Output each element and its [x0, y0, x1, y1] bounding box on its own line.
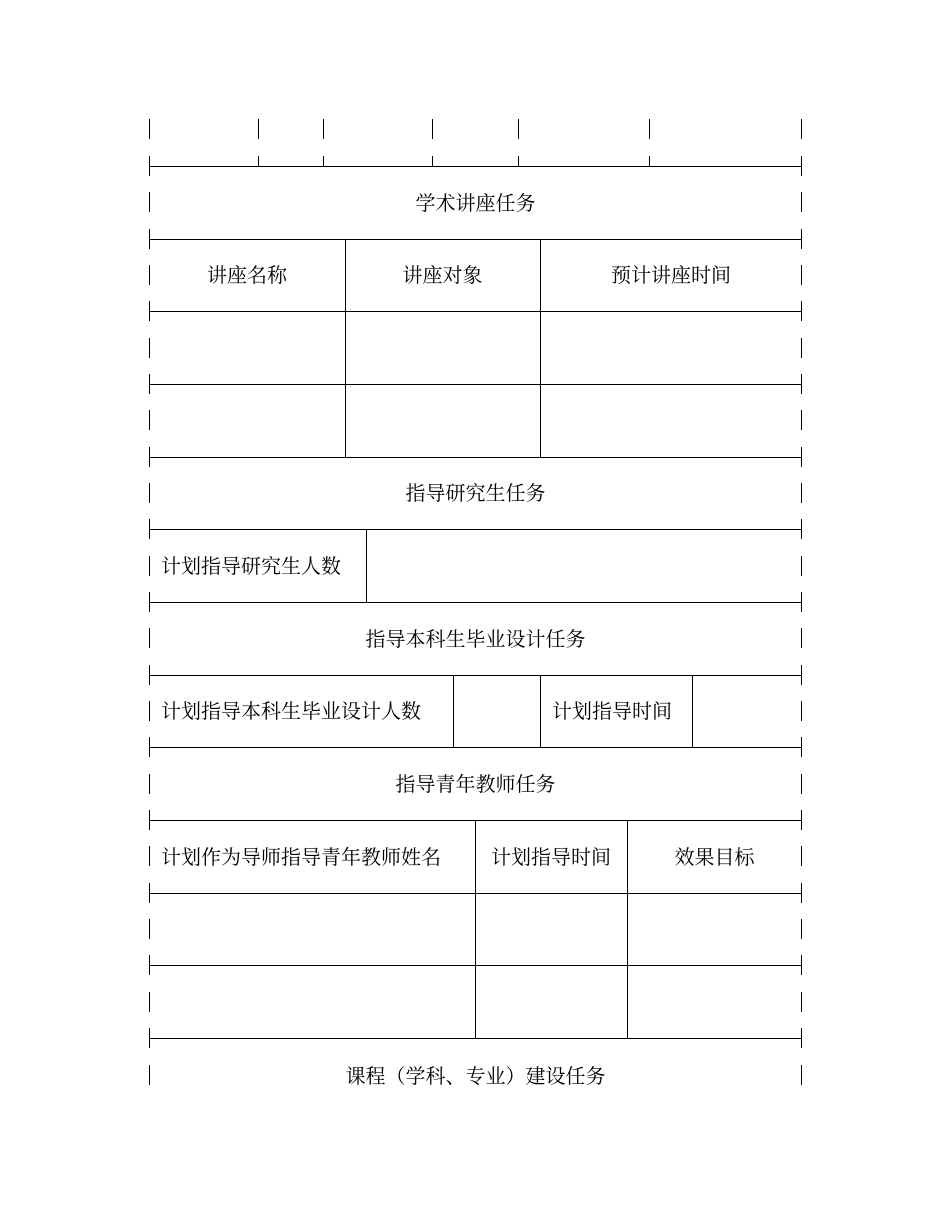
border-left	[149, 119, 150, 139]
col-divider	[432, 156, 433, 166]
lecture-header-name: 讲座名称	[207, 263, 287, 287]
undergrad-time-field[interactable]	[692, 675, 802, 747]
undergrad-count-field[interactable]	[453, 675, 540, 747]
graduate-section-title: 指导研究生任务	[405, 481, 546, 505]
lecture-cell[interactable]	[345, 384, 540, 457]
undergrad-count-label: 计划指导本科生毕业设计人数	[161, 699, 421, 723]
young-teacher-cell[interactable]	[475, 965, 627, 1038]
col-divider	[649, 156, 650, 166]
course-section-title: 课程（学科、专业）建设任务	[345, 1064, 606, 1088]
young-teacher-cell[interactable]	[627, 965, 802, 1038]
young-teacher-header-time: 计划指导时间	[491, 844, 611, 869]
lecture-cell[interactable]	[540, 311, 802, 384]
row-divider	[149, 1038, 802, 1039]
graduate-count-label: 计划指导研究生人数	[161, 553, 341, 578]
young-teacher-header-name: 计划作为导师指导青年教师姓名	[161, 844, 441, 869]
young-teacher-cell[interactable]	[149, 965, 475, 1038]
col-divider	[649, 119, 650, 139]
lecture-header-time: 预计讲座时间	[611, 263, 731, 287]
young-teacher-cell[interactable]	[627, 893, 802, 965]
lecture-cell[interactable]	[149, 384, 345, 457]
lecture-cell[interactable]	[149, 311, 345, 384]
graduate-count-field[interactable]	[366, 529, 802, 602]
lecture-header-audience: 讲座对象	[402, 263, 483, 287]
col-divider	[258, 156, 259, 166]
col-divider	[323, 119, 324, 139]
undergrad-section-title: 指导本科生毕业设计任务	[365, 626, 586, 651]
col-divider	[323, 156, 324, 166]
young-teacher-section-title: 指导青年教师任务	[395, 771, 556, 796]
lecture-section-title: 学术讲座任务	[415, 190, 536, 215]
undergrad-time-label: 计划指导时间	[552, 699, 672, 723]
young-teacher-header-goal: 效果目标	[674, 844, 755, 869]
col-divider	[432, 119, 433, 139]
lecture-cell[interactable]	[345, 311, 540, 384]
col-divider	[258, 119, 259, 139]
col-divider	[518, 156, 519, 166]
border-right	[801, 119, 802, 139]
lecture-cell[interactable]	[540, 384, 802, 457]
young-teacher-cell[interactable]	[475, 893, 627, 965]
col-divider	[518, 119, 519, 139]
young-teacher-cell[interactable]	[149, 893, 475, 965]
